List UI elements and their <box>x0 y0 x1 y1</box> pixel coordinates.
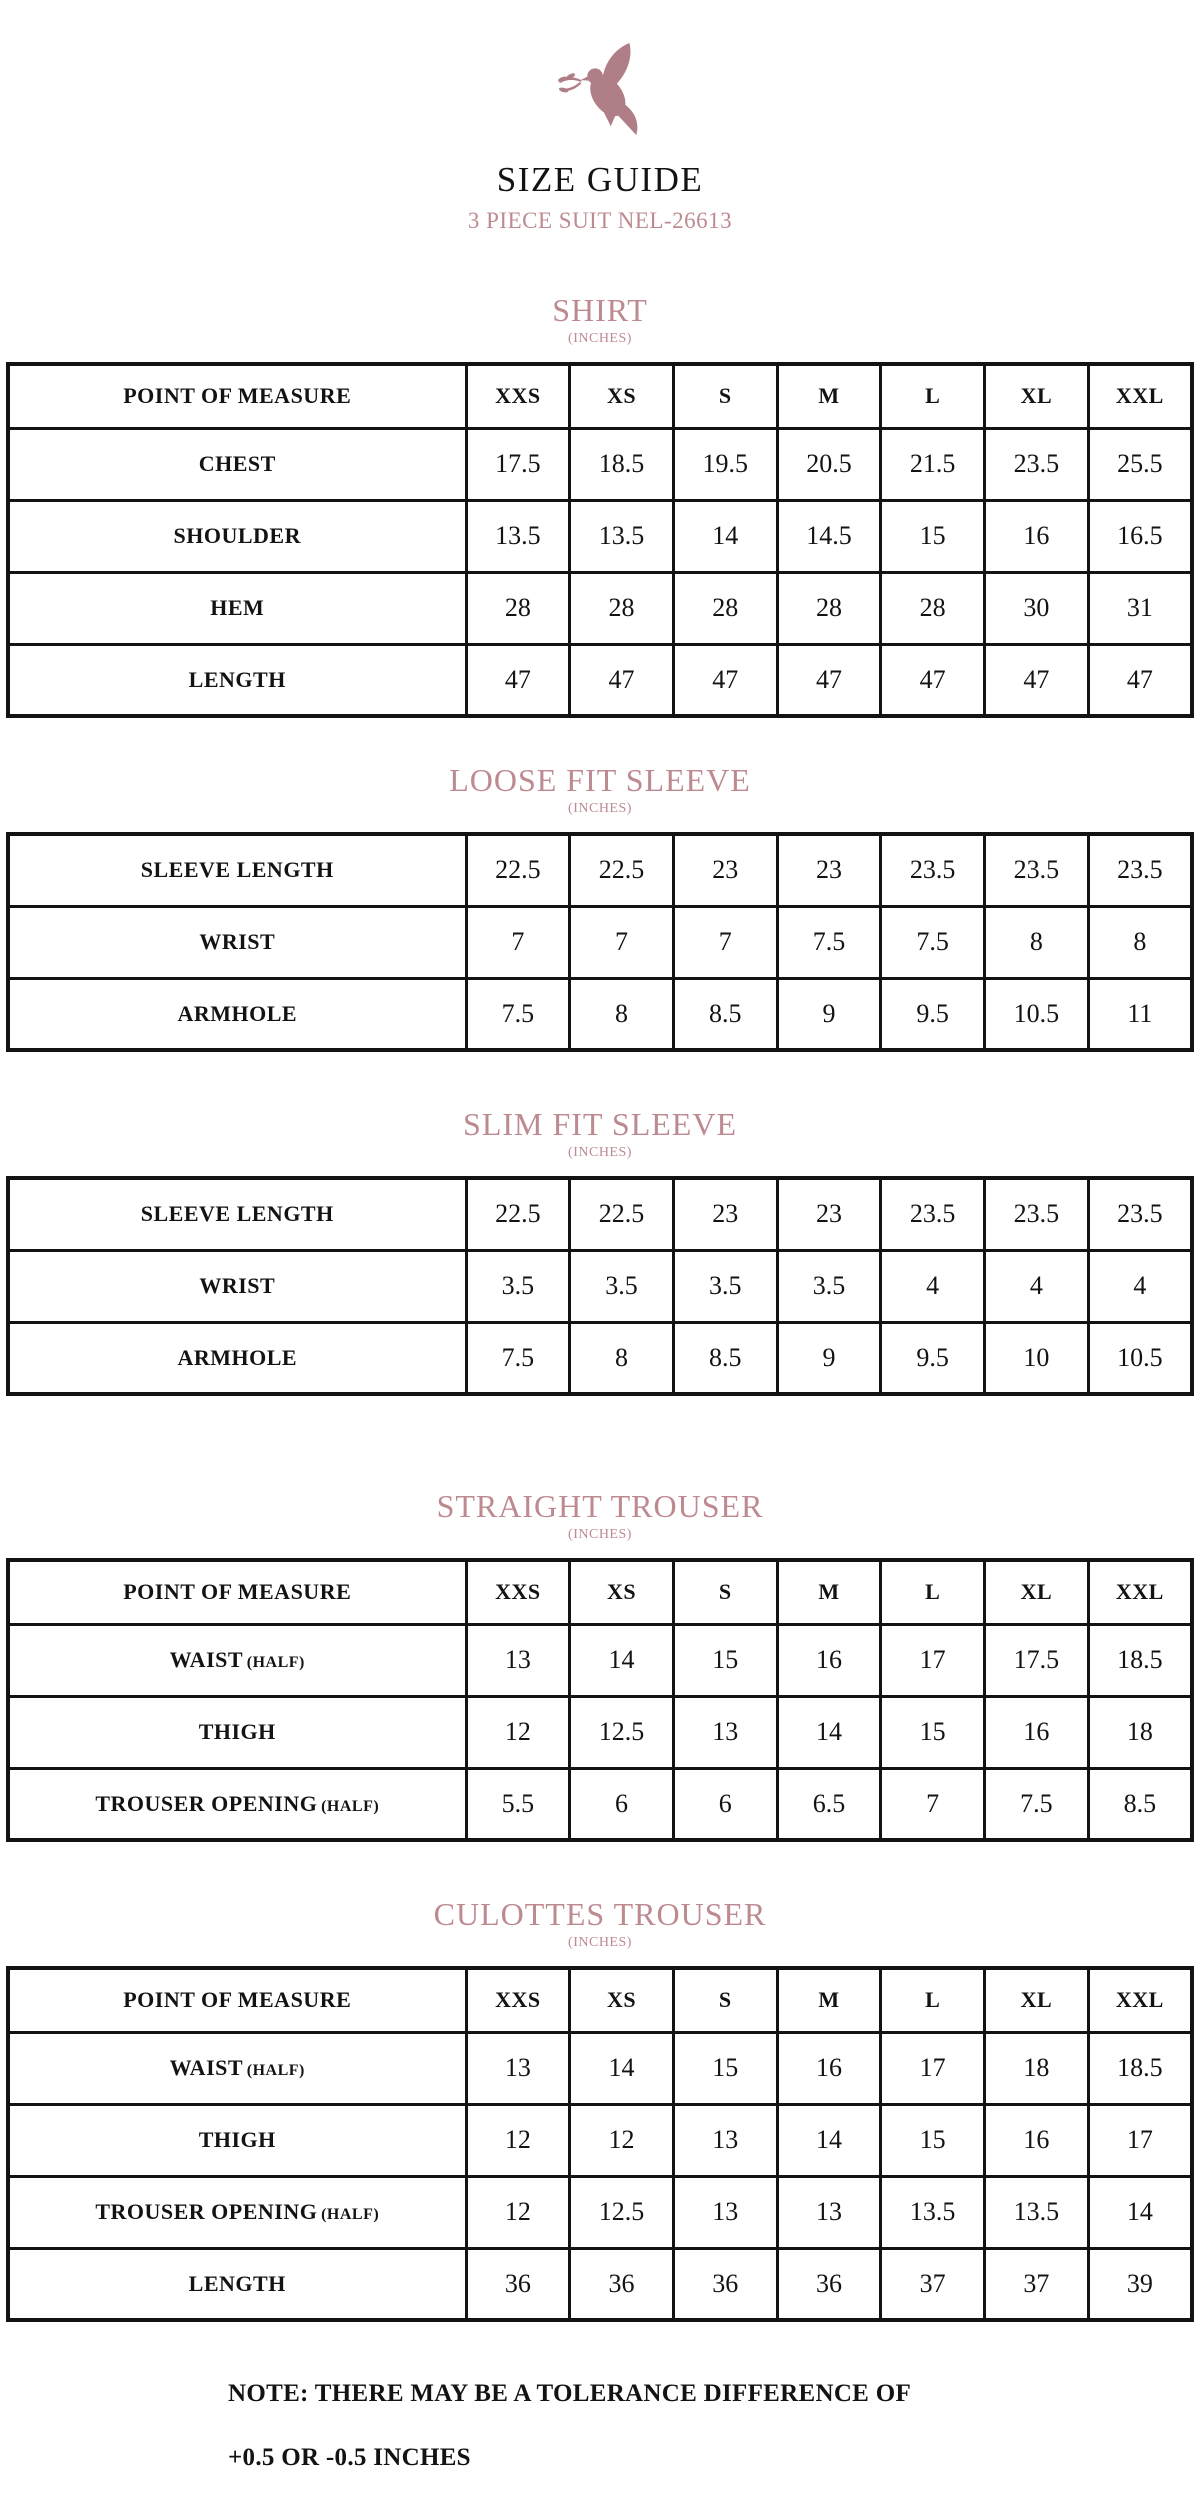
size-column-header: XL <box>985 364 1089 428</box>
measurement-value: 20.5 <box>777 428 881 500</box>
measurement-value: 14 <box>1088 2176 1192 2248</box>
measurement-value: 22.5 <box>570 1178 674 1250</box>
measurement-value: 7.5 <box>881 906 985 978</box>
row-label <box>8 572 466 644</box>
measurement-value: 22.5 <box>466 1178 570 1250</box>
product-subtitle: 3 PIECE SUIT NEL-26613 <box>467 208 733 233</box>
measurement-value: 7.5 <box>985 1768 1089 1840</box>
row-label-text: ARMHOLE <box>177 1000 298 1026</box>
measurement-row <box>8 978 1192 1050</box>
size-column-header: M <box>777 1560 881 1624</box>
measurement-value: 13.5 <box>881 2176 985 2248</box>
measurement-value: 17.5 <box>466 428 570 500</box>
measurement-row <box>8 2176 1192 2248</box>
measurement-value: 4 <box>1088 1250 1192 1322</box>
measurement-value: 12.5 <box>570 1696 674 1768</box>
measurement-value: 14 <box>673 500 777 572</box>
measurement-value: 14 <box>570 2032 674 2104</box>
measurement-value: 16 <box>777 2032 881 2104</box>
measurement-value: 9.5 <box>881 978 985 1050</box>
measurement-value: 37 <box>881 2248 985 2320</box>
row-label <box>8 1624 466 1696</box>
measurement-value: 6.5 <box>777 1768 881 1840</box>
measurement-value: 6 <box>673 1768 777 1840</box>
measurement-row <box>8 906 1192 978</box>
measurement-value: 28 <box>777 572 881 644</box>
section-heading: SHIRT <box>552 292 648 328</box>
measurement-value: 12 <box>570 2104 674 2176</box>
unit-label: (INCHES) <box>568 1935 632 1950</box>
measurement-value: 23 <box>673 834 777 906</box>
section-heading: STRAIGHT TROUSER <box>436 1488 764 1524</box>
row-label <box>8 834 466 906</box>
measurement-value: 6 <box>570 1768 674 1840</box>
measurement-value: 39 <box>1088 2248 1192 2320</box>
measurement-value: 8.5 <box>673 978 777 1050</box>
measurement-value: 18.5 <box>1088 2032 1192 2104</box>
measurement-value: 7 <box>466 906 570 978</box>
unit-label: (INCHES) <box>568 331 632 346</box>
measurement-value: 12.5 <box>570 2176 674 2248</box>
row-label-suffix: (HALF) <box>243 2062 305 2079</box>
brand-logo <box>0 40 1200 138</box>
measurement-value: 23 <box>673 1178 777 1250</box>
size-header-row <box>8 364 1192 428</box>
measurement-value: 22.5 <box>570 834 674 906</box>
size-column-header: M <box>777 1968 881 2032</box>
measurement-value: 47 <box>466 644 570 716</box>
measurement-value: 13 <box>673 2176 777 2248</box>
measurement-value: 22.5 <box>466 834 570 906</box>
unit-label: (INCHES) <box>568 801 632 816</box>
measurement-value: 23.5 <box>985 428 1089 500</box>
measurement-value: 15 <box>673 2032 777 2104</box>
row-label-text: WAIST <box>169 2055 244 2080</box>
measurement-value: 13 <box>466 1624 570 1696</box>
measurement-value: 4 <box>985 1250 1089 1322</box>
row-label <box>8 1696 466 1768</box>
measurement-value: 12 <box>466 2104 570 2176</box>
size-header-row <box>8 1968 1192 2032</box>
size-column-header: L <box>881 1560 985 1624</box>
size-header-row <box>8 1560 1192 1624</box>
row-label-text: LENGTH <box>188 2270 286 2296</box>
measurement-value: 14 <box>777 1696 881 1768</box>
size-column-header: XXL <box>1088 1968 1192 2032</box>
row-label-text: SHOULDER <box>173 523 301 548</box>
row-label <box>8 1322 466 1394</box>
size-column-header: XXS <box>466 1560 570 1624</box>
size-column-header: S <box>673 1560 777 1624</box>
measurement-value: 47 <box>1088 644 1192 716</box>
row-label-text: TROUSER OPENING <box>95 2199 318 2224</box>
measurement-value: 28 <box>881 572 985 644</box>
row-label-text: WRIST <box>199 1273 276 1298</box>
culottes-trouser-table <box>6 1966 1194 2322</box>
measurement-value: 18 <box>1088 1696 1192 1768</box>
row-label-text: THIGH <box>198 1719 276 1744</box>
size-column-header: XXL <box>1088 1560 1192 1624</box>
measurement-value: 7.5 <box>466 978 570 1050</box>
measurement-value: 13 <box>466 2032 570 2104</box>
row-label-suffix: (HALF) <box>243 1654 305 1671</box>
measurement-row <box>8 2248 1192 2320</box>
measurement-value: 23.5 <box>1088 834 1192 906</box>
dove-icon <box>541 40 659 138</box>
size-column-header: XXS <box>466 1968 570 2032</box>
point-of-measure-header: POINT OF MEASURE <box>8 1968 466 2032</box>
measurement-value: 23.5 <box>985 1178 1089 1250</box>
measurement-value: 23.5 <box>985 834 1089 906</box>
measurement-value: 3.5 <box>673 1250 777 1322</box>
point-of-measure-header: POINT OF MEASURE <box>8 1560 466 1624</box>
measurement-value: 12 <box>466 2176 570 2248</box>
measurement-value: 15 <box>881 500 985 572</box>
section-loose-fit-sleeve <box>0 764 1200 1052</box>
size-column-header: XS <box>570 1560 674 1624</box>
measurement-value: 13.5 <box>466 500 570 572</box>
measurement-row <box>8 572 1192 644</box>
row-label <box>8 2248 466 2320</box>
size-column-header: XL <box>985 1968 1089 2032</box>
measurement-row <box>8 1624 1192 1696</box>
slim-fit-sleeve-table <box>6 1176 1194 1396</box>
measurement-value: 9 <box>777 1322 881 1394</box>
measurement-value: 21.5 <box>881 428 985 500</box>
row-label-text: TROUSER OPENING <box>95 1790 318 1816</box>
measurement-value: 47 <box>881 644 985 716</box>
measurement-row <box>8 644 1192 716</box>
measurement-value: 36 <box>777 2248 881 2320</box>
measurement-value: 10 <box>985 1322 1089 1394</box>
measurement-value: 47 <box>777 644 881 716</box>
straight-trouser-table <box>6 1558 1194 1842</box>
measurement-value: 31 <box>1088 572 1192 644</box>
measurement-value: 8.5 <box>673 1322 777 1394</box>
measurement-value: 13 <box>673 2104 777 2176</box>
measurement-value: 14.5 <box>777 500 881 572</box>
measurement-value: 14 <box>777 2104 881 2176</box>
measurement-value: 7.5 <box>466 1322 570 1394</box>
size-guide-title: SIZE GUIDE <box>496 160 704 199</box>
measurement-value: 4 <box>881 1250 985 1322</box>
measurement-value: 23.5 <box>881 1178 985 1250</box>
section-culottes-trouser <box>0 1898 1200 2322</box>
row-label <box>8 1250 466 1322</box>
measurement-value: 17.5 <box>985 1624 1089 1696</box>
row-label <box>8 2032 466 2104</box>
size-column-header: S <box>673 364 777 428</box>
measurement-value: 36 <box>570 2248 674 2320</box>
size-column-header: L <box>881 1968 985 2032</box>
measurement-value: 7.5 <box>777 906 881 978</box>
measurement-value: 15 <box>673 1624 777 1696</box>
section-straight-trouser <box>0 1490 1200 1842</box>
measurement-value: 47 <box>985 644 1089 716</box>
measurement-value: 13.5 <box>985 2176 1089 2248</box>
measurement-value: 36 <box>466 2248 570 2320</box>
row-label <box>8 906 466 978</box>
measurement-value: 30 <box>985 572 1089 644</box>
measurement-value: 47 <box>673 644 777 716</box>
size-column-header: M <box>777 364 881 428</box>
row-label-text: WRIST <box>199 929 276 954</box>
row-label <box>8 978 466 1050</box>
row-label-text: THIGH <box>198 2127 276 2152</box>
measurement-row <box>8 1178 1192 1250</box>
measurement-value: 16 <box>985 1696 1089 1768</box>
row-label <box>8 428 466 500</box>
measurement-value: 3.5 <box>466 1250 570 1322</box>
row-label-text: SLEEVE LENGTH <box>140 857 334 883</box>
measurement-row <box>8 500 1192 572</box>
measurement-value: 8 <box>1088 906 1192 978</box>
measurement-row <box>8 1768 1192 1840</box>
measurement-value: 10.5 <box>985 978 1089 1050</box>
note-line-1: NOTE: THERE MAY BE A TOLERANCE DIFFERENCE OF <box>228 2380 912 2407</box>
measurement-value: 15 <box>881 1696 985 1768</box>
loose-fit-sleeve-table <box>6 832 1194 1052</box>
measurement-value: 23.5 <box>1088 1178 1192 1250</box>
measurement-value: 10.5 <box>1088 1322 1192 1394</box>
point-of-measure-header: POINT OF MEASURE <box>8 364 466 428</box>
measurement-row <box>8 834 1192 906</box>
section-shirt <box>0 294 1200 718</box>
measurement-value: 7 <box>570 906 674 978</box>
section-slim-fit-sleeve <box>0 1108 1200 1396</box>
measurement-value: 3.5 <box>570 1250 674 1322</box>
section-heading: CULOTTES TROUSER <box>433 1896 767 1932</box>
row-label-suffix: (HALF) <box>317 1797 380 1815</box>
measurement-value: 18.5 <box>1088 1624 1192 1696</box>
row-label <box>8 2104 466 2176</box>
row-label <box>8 1178 466 1250</box>
measurement-row <box>8 2032 1192 2104</box>
measurement-row <box>8 428 1192 500</box>
measurement-value: 16.5 <box>1088 500 1192 572</box>
row-label <box>8 1768 466 1840</box>
row-label-text: LENGTH <box>188 666 286 692</box>
measurement-row <box>8 2104 1192 2176</box>
note-line-2: +0.5 OR -0.5 INCHES <box>228 2444 471 2471</box>
measurement-value: 16 <box>985 2104 1089 2176</box>
measurement-value: 28 <box>570 572 674 644</box>
measurement-value: 19.5 <box>673 428 777 500</box>
row-label-text: HEM <box>210 595 265 620</box>
measurement-value: 3.5 <box>777 1250 881 1322</box>
measurement-value: 28 <box>466 572 570 644</box>
measurement-value: 13 <box>673 1696 777 1768</box>
measurement-value: 18.5 <box>570 428 674 500</box>
measurement-value: 5.5 <box>466 1768 570 1840</box>
measurement-value: 13.5 <box>570 500 674 572</box>
measurement-value: 18 <box>985 2032 1089 2104</box>
measurement-row <box>8 1322 1192 1394</box>
measurement-value: 17 <box>881 2032 985 2104</box>
measurement-value: 8 <box>570 1322 674 1394</box>
tolerance-note <box>228 2380 1048 2472</box>
measurement-value: 37 <box>985 2248 1089 2320</box>
row-label-suffix: (HALF) <box>317 2206 380 2223</box>
measurement-value: 8 <box>985 906 1089 978</box>
row-label-text: SLEEVE LENGTH <box>140 1201 334 1227</box>
size-column-header: XXL <box>1088 364 1192 428</box>
measurement-value: 7 <box>881 1768 985 1840</box>
measurement-value: 13 <box>777 2176 881 2248</box>
measurement-value: 16 <box>777 1624 881 1696</box>
row-label <box>8 500 466 572</box>
row-label <box>8 2176 466 2248</box>
measurement-value: 7 <box>673 906 777 978</box>
measurement-value: 15 <box>881 2104 985 2176</box>
measurement-value: 8.5 <box>1088 1768 1192 1840</box>
size-column-header: XL <box>985 1560 1089 1624</box>
measurement-value: 8 <box>570 978 674 1050</box>
size-column-header: XXS <box>466 364 570 428</box>
measurement-value: 28 <box>673 572 777 644</box>
measurement-value: 14 <box>570 1624 674 1696</box>
measurement-value: 9 <box>777 978 881 1050</box>
row-label-text: CHEST <box>198 451 276 476</box>
size-column-header: XS <box>570 364 674 428</box>
row-label-text: ARMHOLE <box>177 1344 298 1370</box>
measurement-value: 23 <box>777 834 881 906</box>
measurement-row <box>8 1250 1192 1322</box>
size-column-header: XS <box>570 1968 674 2032</box>
section-heading: SLIM FIT SLEEVE <box>463 1106 737 1142</box>
row-label <box>8 644 466 716</box>
measurement-value: 12 <box>466 1696 570 1768</box>
size-column-header: S <box>673 1968 777 2032</box>
measurement-value: 11 <box>1088 978 1192 1050</box>
measurement-row <box>8 1696 1192 1768</box>
shirt-size-table <box>6 362 1194 718</box>
measurement-value: 17 <box>881 1624 985 1696</box>
size-column-header: L <box>881 364 985 428</box>
measurement-value: 36 <box>673 2248 777 2320</box>
row-label-text: WAIST <box>169 1647 244 1672</box>
measurement-value: 9.5 <box>881 1322 985 1394</box>
unit-label: (INCHES) <box>568 1145 632 1160</box>
measurement-value: 17 <box>1088 2104 1192 2176</box>
measurement-value: 23 <box>777 1178 881 1250</box>
measurement-value: 25.5 <box>1088 428 1192 500</box>
measurement-value: 16 <box>985 500 1089 572</box>
section-heading: LOOSE FIT SLEEVE <box>449 762 751 798</box>
measurement-value: 23.5 <box>881 834 985 906</box>
measurement-value: 47 <box>570 644 674 716</box>
unit-label: (INCHES) <box>568 1527 632 1542</box>
